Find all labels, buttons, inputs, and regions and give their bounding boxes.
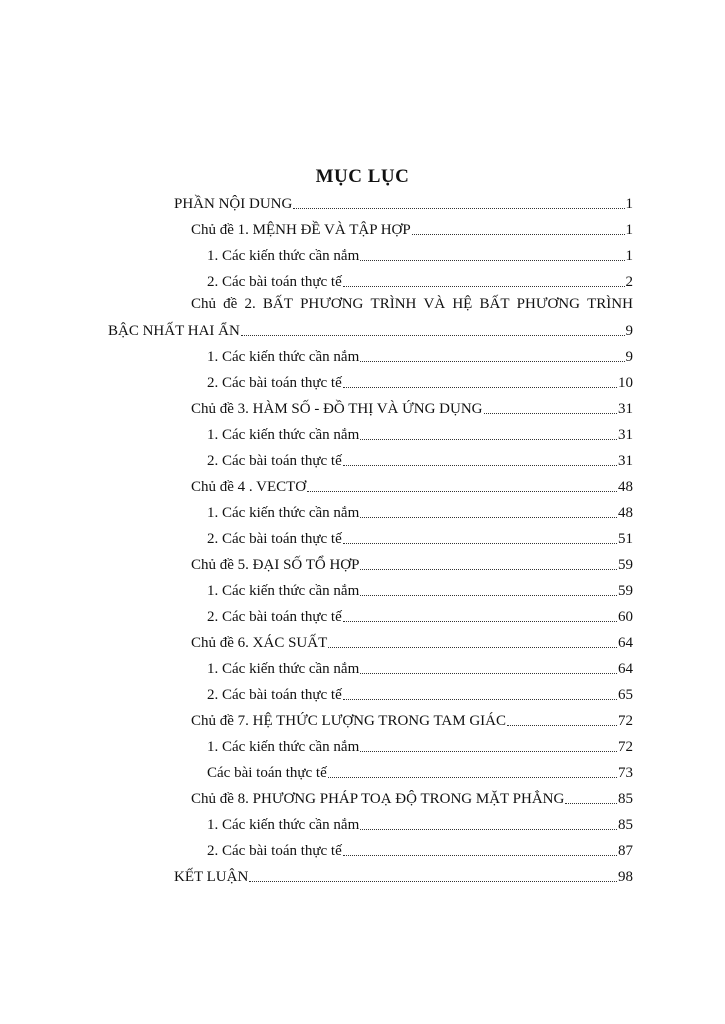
toc-entry-topic-line2[interactable]	[108, 314, 633, 340]
dot-leader	[343, 837, 617, 856]
toc-entry-label: Các bài toán thực tế	[207, 765, 327, 781]
word: BẤT	[262, 296, 293, 312]
toc-entry-topic[interactable]	[191, 626, 633, 652]
toc-entry-page: 65	[618, 687, 633, 703]
toc-entry-subsection[interactable]	[207, 808, 633, 834]
page-title: MỤC LỤC	[315, 166, 410, 187]
dot-leader	[565, 785, 617, 804]
dot-leader	[343, 447, 617, 466]
toc-entry-subsection[interactable]	[207, 730, 633, 756]
toc-entry-label: BẬC NHẤT HAI ẨN	[108, 323, 240, 339]
toc-entry-label: 1. Các kiến thức cần nắm	[207, 817, 360, 833]
toc-entry-label: Chủ đề 3. HÀM SỐ - ĐỒ THỊ VÀ ỨNG DỤNG	[191, 401, 483, 417]
toc-entry-page: 59	[618, 557, 633, 573]
word: VÀ	[423, 296, 446, 312]
toc-entry-label: Chủ đề 8. PHƯƠNG PHÁP TOẠ ĐỘ TRONG MẶT PHẲNG	[191, 791, 565, 807]
toc-entry-label: 1. Các kiến thức cần nắm	[207, 349, 360, 365]
toc-entry-topic[interactable]	[191, 548, 633, 574]
dot-leader	[360, 733, 617, 752]
toc-entry-label: 2. Các bài toán thực tế	[207, 375, 342, 391]
toc-entry-page: 1	[625, 196, 633, 212]
toc-entry-subsection[interactable]	[207, 678, 633, 704]
dot-leader	[412, 216, 625, 235]
toc-entry-label: PHẦN NỘI DUNG	[174, 196, 293, 212]
toc-entry-page: 2	[625, 274, 633, 290]
toc-entry-label: KẾT LUẬN	[174, 869, 249, 885]
toc-entry-page: 87	[618, 843, 633, 859]
toc-entry-page: 1	[625, 222, 633, 238]
dot-leader	[249, 863, 617, 882]
toc-entry-label: 1. Các kiến thức cần nắm	[207, 427, 360, 443]
toc-entry-subsection[interactable]	[207, 652, 633, 678]
toc-entry-label: 2. Các bài toán thực tế	[207, 274, 342, 290]
toc-entry-subsection[interactable]	[207, 444, 633, 470]
toc-entry-label: 1. Các kiến thức cần nắm	[207, 248, 360, 264]
dot-leader	[343, 681, 617, 700]
toc-entry-subsection[interactable]	[207, 418, 633, 444]
toc-entry-topic[interactable]	[191, 704, 633, 730]
toc-entry-topic[interactable]	[191, 470, 633, 496]
toc-entry-label: Chủ đề 1. MỆNH ĐỀ VÀ TẬP HỢP	[191, 222, 411, 238]
toc-entry-page: 9	[625, 349, 633, 365]
toc-entry-page: 10	[618, 375, 633, 391]
toc-entry-label: 1. Các kiến thức cần nắm	[207, 739, 360, 755]
dot-leader	[343, 525, 617, 544]
toc-entry-page: 85	[618, 817, 633, 833]
dot-leader	[343, 603, 617, 622]
dot-leader	[360, 551, 617, 570]
toc-entry-page: 72	[618, 713, 633, 729]
toc-entry-topic[interactable]	[191, 782, 633, 808]
dot-leader	[343, 268, 625, 287]
toc-entry-subsection[interactable]	[207, 834, 633, 860]
word: BẤT	[479, 296, 510, 312]
toc-entry-part[interactable]	[174, 187, 633, 213]
toc-entry-label: 1. Các kiến thức cần nắm	[207, 661, 360, 677]
toc-entry-label: 1. Các kiến thức cần nắm	[207, 505, 360, 521]
toc-entry-page: 31	[618, 401, 633, 417]
dot-leader	[328, 759, 617, 778]
toc-entry-label: Chủ đề 6. XÁC SUẤT	[191, 635, 328, 651]
word: TRÌNH	[587, 296, 633, 312]
word: TRÌNH	[370, 296, 417, 312]
toc-entry-page: 31	[618, 427, 633, 443]
word: PHƯƠNG	[300, 296, 364, 312]
toc-entry-subsection[interactable]	[207, 496, 633, 522]
toc-entry-page: 48	[618, 505, 633, 521]
dot-leader	[307, 473, 617, 492]
toc-entry-subsection[interactable]	[207, 600, 633, 626]
toc-entry-topic[interactable]	[191, 213, 633, 239]
word: PHƯƠNG	[516, 296, 580, 312]
dot-leader	[360, 577, 617, 596]
dot-leader	[360, 655, 617, 674]
toc-entry-label: Chủ đề 7. HỆ THỨC LƯỢNG TRONG TAM GIÁC	[191, 713, 506, 729]
toc-entry-subsection[interactable]	[207, 265, 633, 291]
toc-entry-label: 2. Các bài toán thực tế	[207, 843, 342, 859]
word: 2.	[244, 296, 256, 312]
toc-entry-page: 64	[618, 661, 633, 677]
toc-entry-topic[interactable]	[191, 392, 633, 418]
toc-entry-page: 98	[618, 869, 633, 885]
dot-leader	[360, 242, 624, 261]
toc-entry-label: 1. Các kiến thức cần nắm	[207, 583, 360, 599]
toc-entry-page: 9	[625, 323, 633, 339]
toc-entry-subsection[interactable]	[207, 522, 633, 548]
dot-leader	[507, 707, 617, 726]
toc-entry-page: 48	[618, 479, 633, 495]
toc-entry-label: 2. Các bài toán thực tế	[207, 687, 342, 703]
dot-leader	[343, 369, 617, 388]
word: HỆ	[452, 296, 473, 312]
toc-entry-label: 2. Các bài toán thực tế	[207, 453, 342, 469]
toc-entry-label: 2. Các bài toán thực tế	[207, 531, 342, 547]
toc-entry-page: 72	[618, 739, 633, 755]
toc-entry-label: Chủ đề 5. ĐẠI SỐ TỔ HỢP	[191, 557, 360, 573]
dot-leader	[360, 421, 617, 440]
word: Chủ	[191, 296, 217, 312]
dot-leader	[360, 499, 617, 518]
toc-entry-page: 73	[618, 765, 633, 781]
dot-leader	[360, 343, 624, 362]
toc-entry-subsection[interactable]	[207, 366, 633, 392]
toc-entry-label: Chủ đề 4 . VECTƠ	[191, 479, 307, 495]
toc-entry-subsection[interactable]	[207, 239, 633, 265]
toc-entry-page: 31	[618, 453, 633, 469]
toc-entry-page: 51	[618, 531, 633, 547]
toc-entry-subsection[interactable]	[207, 756, 633, 782]
toc-entry-page: 59	[618, 583, 633, 599]
dot-leader	[293, 190, 624, 209]
toc-entry-page: 64	[618, 635, 633, 651]
toc-entry-page: 60	[618, 609, 633, 625]
toc-entry-page: 1	[625, 248, 633, 264]
toc-entry-topic-line1[interactable]	[191, 295, 633, 313]
toc-entry-subsection[interactable]	[207, 574, 633, 600]
dot-leader	[328, 629, 617, 648]
dot-leader	[360, 811, 617, 830]
toc-entry-label: 2. Các bài toán thực tế	[207, 609, 342, 625]
dot-leader	[484, 395, 618, 414]
toc-entry-page: 85	[618, 791, 633, 807]
toc-entry-subsection[interactable]	[207, 340, 633, 366]
toc-entry-conclusion[interactable]	[174, 860, 633, 886]
word: đề	[223, 296, 238, 312]
dot-leader	[241, 317, 625, 336]
